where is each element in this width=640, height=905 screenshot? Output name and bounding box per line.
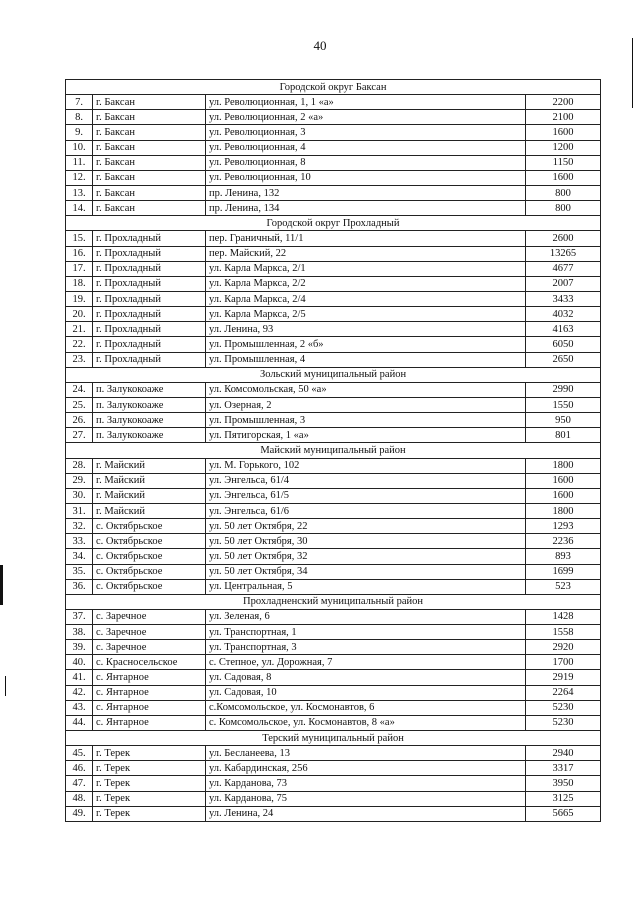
address-cell: ул. Карла Маркса, 2/2 xyxy=(206,276,526,291)
locality-cell: г. Баксан xyxy=(93,201,206,216)
locality-cell: г. Терек xyxy=(93,761,206,776)
row-number-cell: 18. xyxy=(66,276,93,291)
table-row xyxy=(66,685,601,700)
value-cell: 1600 xyxy=(526,125,601,140)
address-cell: ул. Карла Маркса, 2/1 xyxy=(206,261,526,276)
value-cell: 1699 xyxy=(526,564,601,579)
value-cell: 1550 xyxy=(526,397,601,412)
table-row xyxy=(66,413,601,428)
row-number-cell: 29. xyxy=(66,473,93,488)
address-cell: с.Комсомольское, ул. Космонавтов, 6 xyxy=(206,700,526,715)
row-number-cell: 12. xyxy=(66,170,93,185)
address-cell: ул. Комсомольская, 50 «а» xyxy=(206,382,526,397)
value-cell: 3433 xyxy=(526,291,601,306)
locality-cell: с. Заречное xyxy=(93,609,206,624)
table-row xyxy=(66,564,601,579)
row-number-cell: 11. xyxy=(66,155,93,170)
locality-cell: г. Терек xyxy=(93,791,206,806)
table-row xyxy=(66,185,601,200)
row-number-cell: 43. xyxy=(66,700,93,715)
page-number: 40 xyxy=(313,38,327,53)
locality-cell: г. Прохладный xyxy=(93,352,206,367)
value-cell: 2200 xyxy=(526,95,601,110)
value-cell: 5230 xyxy=(526,715,601,730)
address-cell: ул. Бесланеева, 13 xyxy=(206,746,526,761)
address-cell: ул. М. Горького, 102 xyxy=(206,458,526,473)
row-number-cell: 8. xyxy=(66,110,93,125)
locality-cell: г. Баксан xyxy=(93,125,206,140)
address-cell: пр. Ленина, 134 xyxy=(206,201,526,216)
locality-cell: г. Прохладный xyxy=(93,307,206,322)
value-cell: 2100 xyxy=(526,110,601,125)
value-cell: 2919 xyxy=(526,670,601,685)
value-cell: 3125 xyxy=(526,791,601,806)
value-cell: 1600 xyxy=(526,170,601,185)
address-cell: ул. Революционная, 3 xyxy=(206,125,526,140)
value-cell: 5665 xyxy=(526,806,601,821)
value-cell: 2007 xyxy=(526,276,601,291)
table-row xyxy=(66,791,601,806)
locality-cell: п. Залукокоаже xyxy=(93,397,206,412)
table-row xyxy=(66,397,601,412)
value-cell: 1293 xyxy=(526,519,601,534)
table-row xyxy=(66,382,601,397)
address-cell: ул. Промышленная, 4 xyxy=(206,352,526,367)
table-row xyxy=(66,625,601,640)
address-cell: ул. 50 лет Октября, 22 xyxy=(206,519,526,534)
table-row xyxy=(66,579,601,594)
value-cell: 1200 xyxy=(526,140,601,155)
locality-cell: г. Баксан xyxy=(93,155,206,170)
locality-cell: г. Прохладный xyxy=(93,276,206,291)
locality-cell: с. Октябрьское xyxy=(93,579,206,594)
table-row xyxy=(66,201,601,216)
table-row xyxy=(66,670,601,685)
row-number-cell: 34. xyxy=(66,549,93,564)
value-cell: 1600 xyxy=(526,473,601,488)
row-number-cell: 19. xyxy=(66,291,93,306)
locality-cell: г. Прохладный xyxy=(93,261,206,276)
value-cell: 4677 xyxy=(526,261,601,276)
value-cell: 801 xyxy=(526,428,601,443)
address-cell: ул. Ленина, 24 xyxy=(206,806,526,821)
address-cell: пр. Ленина, 132 xyxy=(206,185,526,200)
table-row xyxy=(66,428,601,443)
value-cell: 800 xyxy=(526,185,601,200)
row-number-cell: 22. xyxy=(66,337,93,352)
table-row xyxy=(66,261,601,276)
value-cell: 2990 xyxy=(526,382,601,397)
value-cell: 893 xyxy=(526,549,601,564)
locality-cell: г. Терек xyxy=(93,806,206,821)
section-header-row xyxy=(66,367,601,382)
locality-cell: с. Красносельское xyxy=(93,655,206,670)
table-row xyxy=(66,715,601,730)
address-cell: ул. Центральная, 5 xyxy=(206,579,526,594)
row-number-cell: 14. xyxy=(66,201,93,216)
value-cell: 1428 xyxy=(526,609,601,624)
address-cell: с. Степное, ул. Дорожная, 7 xyxy=(206,655,526,670)
locality-cell: с. Янтарное xyxy=(93,685,206,700)
locality-cell: г. Прохладный xyxy=(93,337,206,352)
row-number-cell: 35. xyxy=(66,564,93,579)
locality-cell: с. Октябрьское xyxy=(93,549,206,564)
table-row xyxy=(66,488,601,503)
table-row xyxy=(66,322,601,337)
table-row xyxy=(66,473,601,488)
row-number-cell: 33. xyxy=(66,534,93,549)
address-cell: ул. Революционная, 2 «а» xyxy=(206,110,526,125)
row-number-cell: 9. xyxy=(66,125,93,140)
locality-cell: г. Терек xyxy=(93,746,206,761)
row-number-cell: 49. xyxy=(66,806,93,821)
table-row xyxy=(66,700,601,715)
locality-cell: г. Баксан xyxy=(93,185,206,200)
row-number-cell: 41. xyxy=(66,670,93,685)
table-row xyxy=(66,125,601,140)
address-cell: ул. Транспортная, 1 xyxy=(206,625,526,640)
address-cell: ул. Озерная, 2 xyxy=(206,397,526,412)
table-row xyxy=(66,609,601,624)
row-number-cell: 47. xyxy=(66,776,93,791)
table-row xyxy=(66,746,601,761)
value-cell: 2920 xyxy=(526,640,601,655)
row-number-cell: 10. xyxy=(66,140,93,155)
locality-cell: г. Прохладный xyxy=(93,322,206,337)
locality-cell: г. Прохладный xyxy=(93,246,206,261)
row-number-cell: 26. xyxy=(66,413,93,428)
locality-cell: г. Майский xyxy=(93,488,206,503)
address-cell: ул. Карла Маркса, 2/5 xyxy=(206,307,526,322)
table-row xyxy=(66,519,601,534)
table-row xyxy=(66,110,601,125)
value-cell: 1558 xyxy=(526,625,601,640)
row-number-cell: 17. xyxy=(66,261,93,276)
table-row xyxy=(66,534,601,549)
row-number-cell: 42. xyxy=(66,685,93,700)
row-number-cell: 40. xyxy=(66,655,93,670)
table-row xyxy=(66,95,601,110)
address-cell: ул. Энгельса, 61/4 xyxy=(206,473,526,488)
section-title: Зольский муниципальный район xyxy=(66,367,601,382)
value-cell: 523 xyxy=(526,579,601,594)
locality-cell: г. Майский xyxy=(93,458,206,473)
row-number-cell: 7. xyxy=(66,95,93,110)
section-header-row xyxy=(66,80,601,95)
address-cell: ул. Революционная, 8 xyxy=(206,155,526,170)
address-cell: ул. Энгельса, 61/5 xyxy=(206,488,526,503)
locality-cell: г. Прохладный xyxy=(93,231,206,246)
row-number-cell: 23. xyxy=(66,352,93,367)
locality-cell: с. Октябрьское xyxy=(93,534,206,549)
address-cell: ул. Промышленная, 3 xyxy=(206,413,526,428)
locality-cell: с. Заречное xyxy=(93,640,206,655)
locality-cell: п. Залукокоаже xyxy=(93,382,206,397)
address-cell: ул. Революционная, 10 xyxy=(206,170,526,185)
table-body xyxy=(66,80,601,822)
table-row xyxy=(66,170,601,185)
scan-edge-mark xyxy=(5,676,6,696)
locality-cell: с. Янтарное xyxy=(93,715,206,730)
locality-cell: с. Заречное xyxy=(93,625,206,640)
section-header-row xyxy=(66,443,601,458)
table-row xyxy=(66,352,601,367)
address-cell: ул. Садовая, 10 xyxy=(206,685,526,700)
address-cell: ул. Революционная, 1, 1 «а» xyxy=(206,95,526,110)
value-cell: 3317 xyxy=(526,761,601,776)
locality-cell: г. Терек xyxy=(93,776,206,791)
locality-cell: г. Майский xyxy=(93,503,206,518)
table-row xyxy=(66,776,601,791)
address-cell: ул. Кабардинская, 256 xyxy=(206,761,526,776)
row-number-cell: 44. xyxy=(66,715,93,730)
scan-edge-mark xyxy=(632,38,633,108)
section-title: Городской округ Прохладный xyxy=(66,216,601,231)
value-cell: 950 xyxy=(526,413,601,428)
value-cell: 3950 xyxy=(526,776,601,791)
value-cell: 5230 xyxy=(526,700,601,715)
value-cell: 1800 xyxy=(526,458,601,473)
address-cell: ул. 50 лет Октября, 30 xyxy=(206,534,526,549)
row-number-cell: 38. xyxy=(66,625,93,640)
address-cell: ул. Карла Маркса, 2/4 xyxy=(206,291,526,306)
section-title: Городской округ Баксан xyxy=(66,80,601,95)
section-header-row xyxy=(66,594,601,609)
value-cell: 2264 xyxy=(526,685,601,700)
value-cell: 2600 xyxy=(526,231,601,246)
value-cell: 13265 xyxy=(526,246,601,261)
address-cell: ул. Ленина, 93 xyxy=(206,322,526,337)
locality-cell: г. Прохладный xyxy=(93,291,206,306)
table-row xyxy=(66,458,601,473)
locality-cell: г. Майский xyxy=(93,473,206,488)
address-cell: ул. Пятигорская, 1 «а» xyxy=(206,428,526,443)
row-number-cell: 24. xyxy=(66,382,93,397)
row-number-cell: 36. xyxy=(66,579,93,594)
row-number-cell: 31. xyxy=(66,503,93,518)
row-number-cell: 46. xyxy=(66,761,93,776)
value-cell: 6050 xyxy=(526,337,601,352)
value-cell: 1150 xyxy=(526,155,601,170)
section-title: Терский муниципальный район xyxy=(66,731,601,746)
scan-edge-mark xyxy=(0,565,3,605)
locality-cell: г. Баксан xyxy=(93,95,206,110)
value-cell: 2650 xyxy=(526,352,601,367)
value-cell: 4032 xyxy=(526,307,601,322)
row-number-cell: 13. xyxy=(66,185,93,200)
value-cell: 2236 xyxy=(526,534,601,549)
address-cell: ул. 50 лет Октября, 34 xyxy=(206,564,526,579)
value-cell: 1600 xyxy=(526,488,601,503)
address-cell: ул. Садовая, 8 xyxy=(206,670,526,685)
row-number-cell: 25. xyxy=(66,397,93,412)
row-number-cell: 48. xyxy=(66,791,93,806)
table-row xyxy=(66,337,601,352)
table-row xyxy=(66,761,601,776)
section-title: Майский муниципальный район xyxy=(66,443,601,458)
locality-cell: п. Залукокоаже xyxy=(93,428,206,443)
locality-cell: с. Октябрьское xyxy=(93,564,206,579)
table-row xyxy=(66,276,601,291)
address-cell: ул. 50 лет Октября, 32 xyxy=(206,549,526,564)
address-cell: ул. Транспортная, 3 xyxy=(206,640,526,655)
row-number-cell: 27. xyxy=(66,428,93,443)
section-header-row xyxy=(66,731,601,746)
locality-cell: с. Янтарное xyxy=(93,700,206,715)
value-cell: 4163 xyxy=(526,322,601,337)
locality-cell: с. Янтарное xyxy=(93,670,206,685)
value-cell: 1700 xyxy=(526,655,601,670)
table-row xyxy=(66,231,601,246)
table-row xyxy=(66,640,601,655)
locality-cell: с. Октябрьское xyxy=(93,519,206,534)
row-number-cell: 45. xyxy=(66,746,93,761)
address-cell: ул. Революционная, 4 xyxy=(206,140,526,155)
address-cell: ул. Карданова, 73 xyxy=(206,776,526,791)
address-cell: ул. Карданова, 75 xyxy=(206,791,526,806)
locality-cell: п. Залукокоаже xyxy=(93,413,206,428)
address-cell: ул. Промышленная, 2 «б» xyxy=(206,337,526,352)
table-row xyxy=(66,291,601,306)
address-cell: пер. Граничный, 11/1 xyxy=(206,231,526,246)
locality-cell: г. Баксан xyxy=(93,170,206,185)
row-number-cell: 21. xyxy=(66,322,93,337)
value-cell: 1800 xyxy=(526,503,601,518)
address-cell: пер. Майский, 22 xyxy=(206,246,526,261)
row-number-cell: 30. xyxy=(66,488,93,503)
value-cell: 2940 xyxy=(526,746,601,761)
address-cell: ул. Энгельса, 61/6 xyxy=(206,503,526,518)
table-row xyxy=(66,549,601,564)
row-number-cell: 28. xyxy=(66,458,93,473)
addresses-table xyxy=(65,79,601,822)
row-number-cell: 20. xyxy=(66,307,93,322)
row-number-cell: 15. xyxy=(66,231,93,246)
table-row xyxy=(66,655,601,670)
table-row xyxy=(66,806,601,821)
locality-cell: г. Баксан xyxy=(93,140,206,155)
address-cell: с. Комсомольское, ул. Космонавтов, 8 «а» xyxy=(206,715,526,730)
section-header-row xyxy=(66,216,601,231)
value-cell: 800 xyxy=(526,201,601,216)
locality-cell: г. Баксан xyxy=(93,110,206,125)
address-cell: ул. Зеленая, 6 xyxy=(206,609,526,624)
table-row xyxy=(66,307,601,322)
section-title: Прохладненский муниципальный район xyxy=(66,594,601,609)
row-number-cell: 39. xyxy=(66,640,93,655)
table-row xyxy=(66,155,601,170)
table-row xyxy=(66,140,601,155)
row-number-cell: 16. xyxy=(66,246,93,261)
row-number-cell: 37. xyxy=(66,609,93,624)
row-number-cell: 32. xyxy=(66,519,93,534)
table-row xyxy=(66,246,601,261)
table-row xyxy=(66,503,601,518)
